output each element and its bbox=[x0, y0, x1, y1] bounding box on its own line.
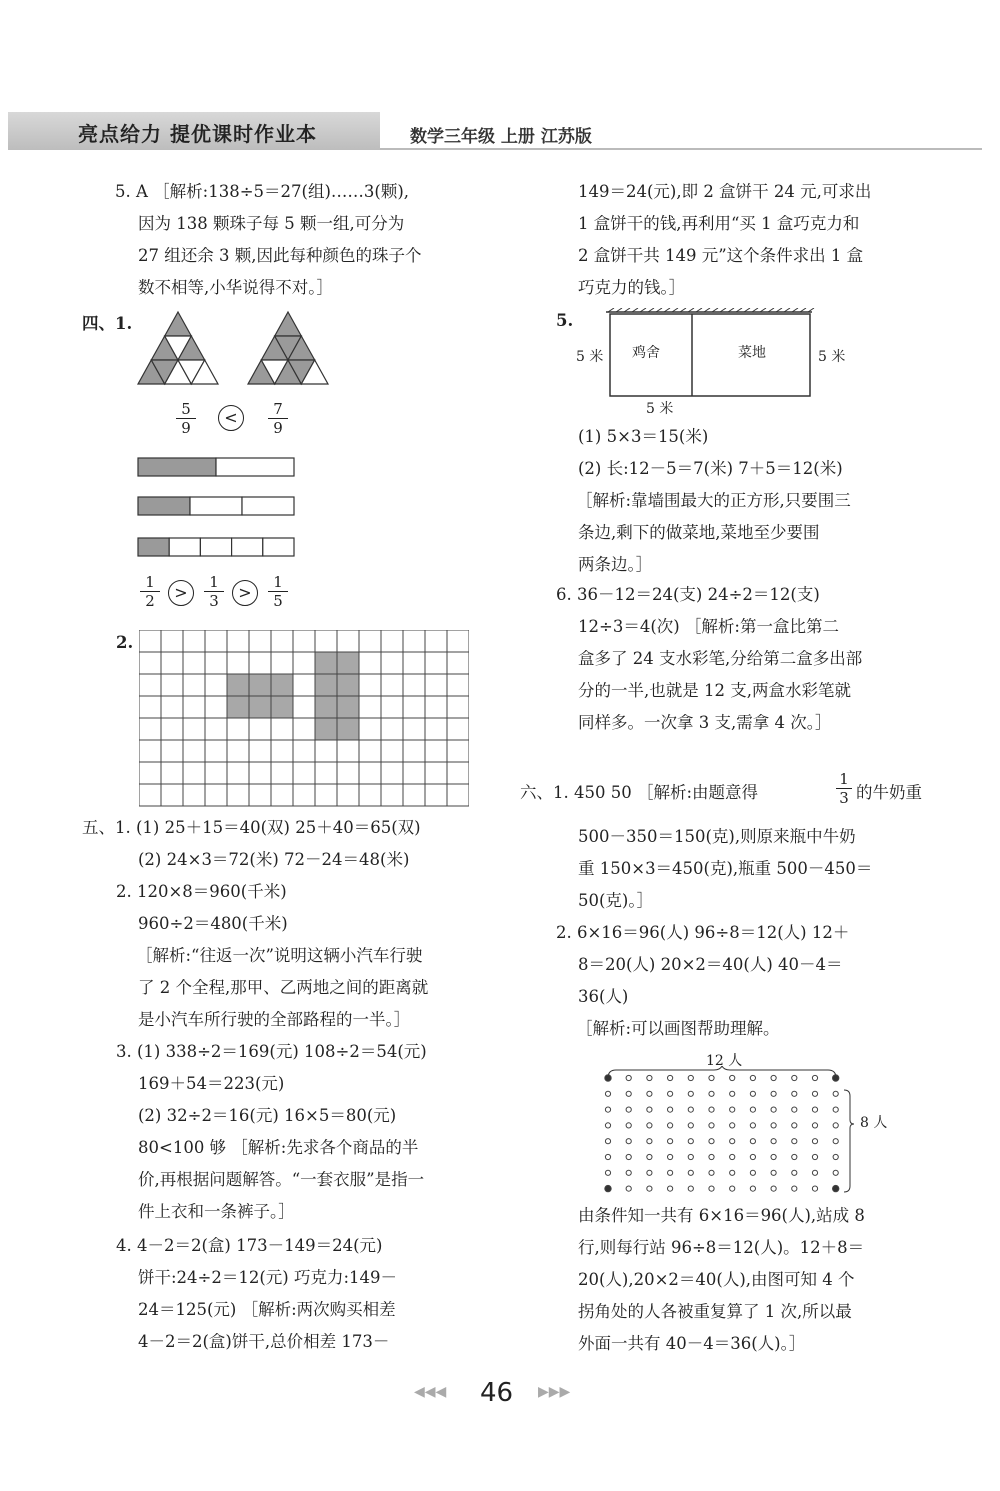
r-q6-line-5: 同样多。一次拿 3 支,需拿 4 次。］ bbox=[578, 713, 832, 732]
bar-third-filled bbox=[138, 497, 190, 515]
inner-dot bbox=[792, 1154, 797, 1159]
inner-dot bbox=[771, 1154, 776, 1159]
s5-line-11: 80<100 够 ［解析:先求各个商品的半 bbox=[138, 1138, 419, 1157]
inner-dot bbox=[647, 1154, 652, 1159]
outer-dot bbox=[833, 1123, 838, 1128]
inner-dot bbox=[626, 1107, 631, 1112]
s5-line-12: 价,再根据问题解答。“一套衣服”是指一 bbox=[138, 1170, 425, 1189]
outer-dot bbox=[833, 1154, 838, 1159]
bar-half-empty bbox=[216, 458, 294, 476]
s5-line-6: 了 2 个全程,那甲、乙两地之间的距离就 bbox=[138, 978, 429, 997]
q5-line-4: 数不相等,小华说得不对。］ bbox=[138, 278, 333, 297]
inner-dot bbox=[647, 1123, 652, 1128]
outer-dot bbox=[626, 1186, 631, 1191]
inner-dot bbox=[730, 1154, 735, 1159]
section-4-label: 四、1. bbox=[82, 314, 133, 333]
prev-page-arrows: ◀◀◀ bbox=[414, 1384, 447, 1400]
s5-line-7: 是小汽车所行驶的全部路程的一半。］ bbox=[138, 1010, 411, 1029]
inner-dot bbox=[771, 1170, 776, 1175]
inner-dot bbox=[730, 1139, 735, 1144]
inner-dot bbox=[647, 1139, 652, 1144]
q5-line-2: 因为 138 颗珠子每 5 颗一组,可分为 bbox=[138, 214, 405, 233]
inner-dot bbox=[750, 1123, 755, 1128]
r-q6-line-2: 12÷3＝4(次) ［解析:第一盒比第二 bbox=[578, 617, 839, 636]
corner-dot bbox=[605, 1075, 611, 1081]
inner-dot bbox=[750, 1091, 755, 1096]
end-line-1: 由条件知一共有 6×16＝96(人),站成 8 bbox=[578, 1206, 865, 1225]
inner-dot bbox=[626, 1170, 631, 1175]
s6-line-5: 2. 6×16＝96(人) 96÷8＝12(人) 12＋ bbox=[556, 923, 850, 942]
r-q5-line-1: (1) 5×3＝15(米) bbox=[578, 427, 709, 446]
header-rule bbox=[380, 148, 982, 150]
end-line-2: 行,则每行站 96÷8＝12(人)。12＋8＝ bbox=[578, 1238, 865, 1257]
outer-dot bbox=[668, 1075, 673, 1080]
inner-dot bbox=[812, 1170, 817, 1175]
triangle-figures bbox=[136, 310, 340, 386]
inner-dot bbox=[626, 1139, 631, 1144]
bar-fifth-empty bbox=[232, 538, 263, 556]
inner-dot bbox=[750, 1154, 755, 1159]
corner-dot bbox=[833, 1185, 839, 1191]
corner-dot bbox=[833, 1075, 839, 1081]
inner-dot bbox=[668, 1107, 673, 1112]
s6-line-4: 50(克)。］ bbox=[578, 891, 654, 910]
outer-dot bbox=[688, 1075, 693, 1080]
outer-dot bbox=[647, 1075, 652, 1080]
fraction-1-2: $\frac{1}{2}$ bbox=[140, 573, 160, 610]
q5-line-3: 27 组还余 3 颗,因此每种颜色的珠子个 bbox=[138, 246, 422, 265]
r-q5-line-2: (2) 长:12－5＝7(米) 7＋5＝12(米) bbox=[578, 459, 843, 478]
inner-dot bbox=[812, 1123, 817, 1128]
next-page-arrows: ▶▶▶ bbox=[538, 1384, 571, 1400]
book-subtitle: 数学三年级 上册 江苏版 bbox=[410, 127, 592, 147]
side-brace bbox=[844, 1090, 854, 1192]
inner-dot bbox=[792, 1170, 797, 1175]
outer-dot bbox=[833, 1107, 838, 1112]
inner-dot bbox=[812, 1139, 817, 1144]
inner-dot bbox=[792, 1107, 797, 1112]
s6-line-8: ［解析:可以画图帮助理解。 bbox=[576, 1019, 780, 1038]
label-left-length: 5 米 bbox=[576, 349, 604, 365]
bar-third-empty bbox=[242, 497, 294, 515]
s5-line-13: 件上衣和一条裤子。］ bbox=[138, 1202, 295, 1221]
inner-dot bbox=[771, 1123, 776, 1128]
bar-fifth-empty bbox=[263, 538, 294, 556]
outer-dot bbox=[688, 1186, 693, 1191]
inner-dot bbox=[626, 1123, 631, 1128]
inner-dot bbox=[688, 1091, 693, 1096]
q2-label: 2. bbox=[116, 633, 134, 652]
r-q6-line-4: 分的一半,也就是 12 支,两盒水彩笔就 bbox=[578, 681, 851, 700]
q5-line-1: 5. A ［解析:138÷5＝27(组)……3(颗), bbox=[115, 182, 410, 201]
r-q5-label: 5. bbox=[556, 311, 574, 330]
top-brace bbox=[608, 1066, 836, 1078]
s5-line-17: 4－2＝2(盒)饼干,总价相差 173－ bbox=[138, 1332, 390, 1351]
inner-dot bbox=[771, 1139, 776, 1144]
inner-dot bbox=[792, 1139, 797, 1144]
dot-top-label: 12 人 bbox=[706, 1053, 743, 1069]
inner-dot bbox=[812, 1091, 817, 1096]
s6-line-2: 500－350＝150(克),则原来瓶中牛奶 bbox=[578, 827, 856, 846]
outer-dot bbox=[668, 1186, 673, 1191]
inner-dot bbox=[709, 1107, 714, 1112]
r-top-line-3: 2 盒饼干共 149 元”这个条件求出 1 盒 bbox=[578, 246, 864, 265]
outer-dot bbox=[730, 1186, 735, 1191]
inner-dot bbox=[688, 1154, 693, 1159]
inner-dot bbox=[771, 1091, 776, 1096]
s5-line-3: 2. 120×8＝960(千米) bbox=[116, 882, 287, 901]
outer-dot bbox=[605, 1123, 610, 1128]
outer-dot bbox=[605, 1091, 610, 1096]
end-line-5: 外面一共有 40－4＝36(人)。］ bbox=[578, 1334, 806, 1353]
outer-dot bbox=[750, 1075, 755, 1080]
inner-dot bbox=[688, 1170, 693, 1175]
corner-dot bbox=[605, 1185, 611, 1191]
inner-dot bbox=[812, 1107, 817, 1112]
inner-dot bbox=[730, 1170, 735, 1175]
outer-dot bbox=[812, 1186, 817, 1191]
book-title: 亮点给力 提优课时作业本 bbox=[78, 122, 317, 146]
r-top-line-4: 巧克力的钱。］ bbox=[578, 278, 686, 297]
outer-dot bbox=[709, 1075, 714, 1080]
fraction-1-3: $\frac{1}{3}$ bbox=[204, 573, 224, 610]
fraction-7-9: $\frac{7}{9}$ bbox=[268, 400, 288, 437]
outer-dot bbox=[792, 1075, 797, 1080]
inner-dot bbox=[668, 1123, 673, 1128]
inner-dot bbox=[688, 1123, 693, 1128]
inner-dot bbox=[647, 1091, 652, 1096]
label-right-length: 5 米 bbox=[818, 349, 846, 365]
square-grid bbox=[139, 630, 469, 814]
r-top-line-1: 149＝24(元),即 2 盒饼干 24 元,可求出 bbox=[578, 182, 872, 201]
r-q6-line-3: 盒多了 24 支水彩笔,分给第二盒多出部 bbox=[578, 649, 863, 668]
label-bottom-length: 5 米 bbox=[646, 401, 674, 417]
outer-dot bbox=[626, 1075, 631, 1080]
end-line-3: 20(人),20×2＝40(人),由图可知 4 个 bbox=[578, 1270, 855, 1289]
outer-dot bbox=[833, 1091, 838, 1096]
r-q5-line-3: ［解析:靠墙围最大的正方形,只要围三 bbox=[576, 491, 851, 510]
inner-dot bbox=[730, 1123, 735, 1128]
outer-dot bbox=[771, 1186, 776, 1191]
s6-line-6: 8＝20(人) 20×2＝40(人) 40－4＝ bbox=[578, 955, 843, 974]
dot-array bbox=[596, 1066, 858, 1200]
bar-fifth-empty bbox=[169, 538, 200, 556]
s6-line-1a: 六、1. 450 50 ［解析:由题意得 bbox=[520, 783, 759, 802]
inner-dot bbox=[647, 1107, 652, 1112]
page-number: 46 bbox=[480, 1378, 514, 1408]
r-q6-line-1: 6. 36－12＝24(支) 24÷2＝12(支) bbox=[556, 585, 820, 604]
outer-dot bbox=[833, 1170, 838, 1175]
inner-dot bbox=[709, 1139, 714, 1144]
s5-line-2: (2) 24×3＝72(米) 72－24＝48(米) bbox=[138, 850, 410, 869]
outer-dot bbox=[730, 1075, 735, 1080]
outer-dot bbox=[647, 1186, 652, 1191]
tri-cell bbox=[165, 312, 192, 336]
s5-line-5: ［解析:“往返一次”说明这辆小汽车行驶 bbox=[136, 946, 423, 965]
inner-dot bbox=[688, 1107, 693, 1112]
inner-dot bbox=[709, 1091, 714, 1096]
fraction-1-5: $\frac{1}{5}$ bbox=[268, 573, 288, 610]
s6-line-3: 重 150×3＝450(克),瓶重 500－450＝ bbox=[578, 859, 873, 878]
label-coop: 鸡舍 bbox=[632, 345, 660, 361]
outer-dot bbox=[605, 1154, 610, 1159]
inner-dot bbox=[750, 1139, 755, 1144]
end-line-4: 拐角处的人各被重复算了 1 次,所以最 bbox=[578, 1302, 852, 1321]
s5-line-15: 饼干:24÷2＝12(元) 巧克力:149－ bbox=[138, 1268, 398, 1287]
outer-dot bbox=[812, 1075, 817, 1080]
inner-dot bbox=[668, 1091, 673, 1096]
bar-fifth-empty bbox=[200, 538, 231, 556]
inner-dot bbox=[792, 1091, 797, 1096]
outer-dot bbox=[771, 1075, 776, 1080]
s5-line-9: 169＋54＝223(元) bbox=[138, 1074, 285, 1093]
inner-dot bbox=[626, 1154, 631, 1159]
inner-dot bbox=[812, 1154, 817, 1159]
outer-dot bbox=[605, 1170, 610, 1175]
compare-circle-2: > bbox=[168, 580, 194, 606]
outer-dot bbox=[750, 1186, 755, 1191]
inner-dot bbox=[709, 1123, 714, 1128]
tri-cell bbox=[275, 312, 302, 336]
outer-dot bbox=[709, 1186, 714, 1191]
inner-dot bbox=[709, 1170, 714, 1175]
inner-dot bbox=[668, 1170, 673, 1175]
label-vegetable-field: 菜地 bbox=[738, 345, 766, 361]
inner-dot bbox=[668, 1154, 673, 1159]
fraction-bars bbox=[137, 456, 297, 560]
inner-dot bbox=[750, 1107, 755, 1112]
s5-line-14: 4. 4－2＝2(盒) 173－149＝24(元) bbox=[116, 1236, 383, 1255]
compare-circle-1: < bbox=[218, 405, 244, 431]
r-q5-line-5: 两条边。］ bbox=[578, 555, 653, 574]
inner-dot bbox=[647, 1170, 652, 1175]
outer-dot bbox=[833, 1139, 838, 1144]
s5-line-10: (2) 32÷2＝16(元) 16×5＝80(元) bbox=[138, 1106, 397, 1125]
inner-dot bbox=[750, 1170, 755, 1175]
inner-dot bbox=[626, 1091, 631, 1096]
outer-dot bbox=[605, 1107, 610, 1112]
s5-line-8: 3. (1) 338÷2＝169(元) 108÷2＝54(元) bbox=[116, 1042, 427, 1061]
inner-dot bbox=[792, 1123, 797, 1128]
r-q5-line-4: 条边,剩下的做菜地,菜地至少要围 bbox=[578, 523, 820, 542]
dot-side-label: 8 人 bbox=[860, 1115, 888, 1131]
fraction-1-3-b: $\frac{1}{3}$ bbox=[836, 770, 852, 807]
inner-dot bbox=[709, 1154, 714, 1159]
bar-fifth-filled bbox=[138, 538, 169, 556]
inner-dot bbox=[688, 1139, 693, 1144]
s5-line-1: 五、1. (1) 25＋15＝40(双) 25＋40＝65(双) bbox=[82, 818, 421, 837]
outer-dot bbox=[605, 1139, 610, 1144]
inner-dot bbox=[730, 1091, 735, 1096]
r-top-line-2: 1 盒饼干的钱,再利用“买 1 盒巧克力和 bbox=[578, 214, 860, 233]
outer-dot bbox=[792, 1186, 797, 1191]
inner-dot bbox=[730, 1107, 735, 1112]
bar-half-filled bbox=[138, 458, 216, 476]
inner-dot bbox=[771, 1107, 776, 1112]
s6-line-1b: 的牛奶重 bbox=[856, 783, 922, 802]
fraction-5-9: $\frac{5}{9}$ bbox=[176, 400, 196, 437]
compare-circle-3: > bbox=[232, 580, 258, 606]
s6-line-7: 36(人) bbox=[578, 987, 629, 1006]
bar-third-empty bbox=[190, 497, 242, 515]
s5-line-16: 24＝125(元) ［解析:两次购买相差 bbox=[138, 1300, 396, 1319]
inner-dot bbox=[668, 1139, 673, 1144]
s5-line-4: 960÷2＝480(千米) bbox=[138, 914, 288, 933]
